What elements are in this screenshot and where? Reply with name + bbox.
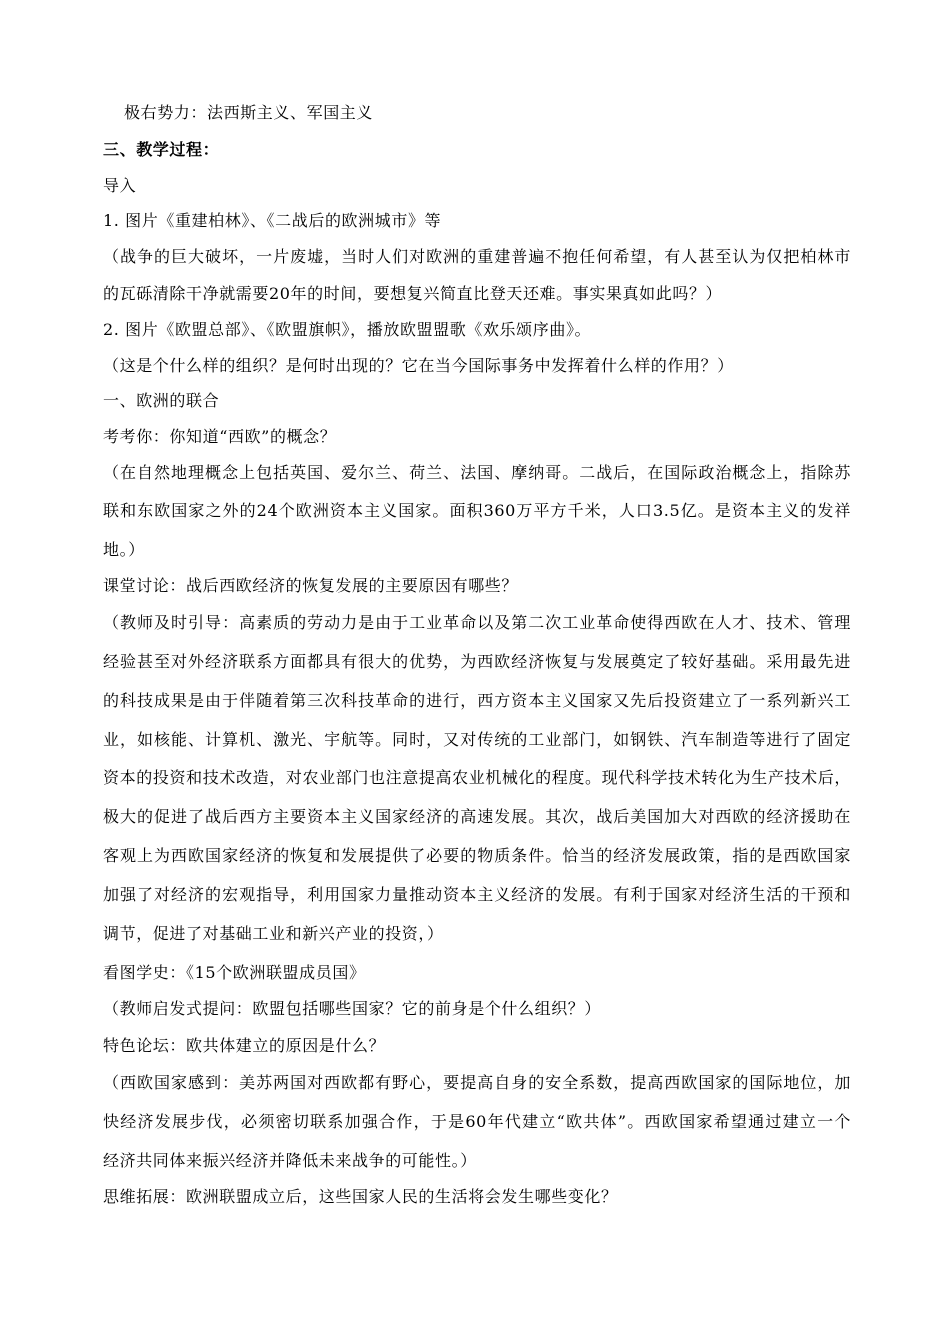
paragraph-line: 快经济发展步伐，必须密切联系加强合作，于是60年代建立“欧共体”。西欧国家希望通过建立一个 — [103, 1112, 851, 1131]
quiz-question: 考考你：你知道“西欧”的概念？ — [103, 427, 337, 446]
paragraph-line: 客观上为西欧国家经济的恢复和发展提供了必要的物质条件。恰当的经济发展政策，指的是西欧国家 — [103, 846, 851, 865]
subsection-heading-european-union: 一、欧洲的联合 — [103, 391, 220, 410]
paragraph-line: （西欧国家感到：美苏两国对西欧都有野心，要提高自身的安全系数，提高西欧国家的国际地位，加 — [103, 1073, 851, 1092]
section-heading-teaching-process: 三、教学过程： — [103, 140, 220, 159]
intro-item-2: 2. 图片《欧盟总部》、《欧盟旗帜》，播放欧盟盟歌《欢乐颂序曲》。 — [103, 320, 592, 339]
paragraph-line: （在自然地理概念上包括英国、爱尔兰、荷兰、法国、摩纳哥。二战后，在国际政治概念上，指除苏 — [103, 463, 851, 482]
forum-question: 特色论坛：欧共体建立的原因是什么？ — [103, 1036, 386, 1055]
paragraph-line: （教师及时引导：高素质的劳动力是由于工业革命以及第二次工业革命使得西欧在人才、技术、管理 — [103, 613, 851, 632]
paragraph-line: 资本的投资和技术改造，对农业部门也注意提高农业机械化的程度。现代科学技术转化为生产技术后， — [103, 768, 851, 787]
thinking-extension-question: 思维拓展：欧洲联盟成立后，这些国家人民的生活将会发生哪些变化？ — [103, 1187, 618, 1206]
paragraph-line: 的瓦砾清除干净就需要20年的时间，要想复兴简直比登天还难。事实果真如此吗？） — [103, 284, 723, 303]
picture-study-heading: 看图学史：《15个欧洲联盟成员国》 — [103, 963, 366, 982]
paragraph-line: （这是个什么样的组织？是何时出现的？它在当今国际事务中发挥着什么样的作用？） — [103, 356, 734, 375]
paragraph-line: 经验甚至对外经济联系方面都具有很大的优势，为西欧经济恢复与发展奠定了较好基础。采用最先进 — [103, 652, 851, 671]
paragraph-line: 的科技成果是由于伴随着第三次科技革命的进行，西方资本主义国家又先后投资建立了一系列新兴工 — [103, 691, 851, 710]
paragraph-line: 业，如核能、计算机、激光、宇航等。同时，又对传统的工业部门，如钢铁、汽车制造等进行了固定 — [103, 730, 851, 749]
paragraph-line: （教师启发式提问：欧盟包括哪些国家？它的前身是个什么组织？） — [103, 999, 602, 1018]
paragraph-line: （战争的巨大破坏，一片废墟，当时人们对欧洲的重建普遍不抱任何希望，有人甚至认为仅把柏林市 — [103, 247, 851, 266]
paragraph-line: 联和东欧国家之外的24个欧洲资本主义国家。面积360万平方千米，人口3.5亿。是资本主义的发祥 — [103, 501, 851, 520]
intro-item-1: 1. 图片《重建柏林》、《二战后的欧洲城市》等 — [103, 211, 442, 230]
paragraph-line: 极大的促进了战后西方主要资本主义国家经济的高速发展。其次，战后美国加大对西欧的经济援助在 — [103, 807, 851, 826]
paragraph-line: 调节，促进了对基础工业和新兴产业的投资，） — [103, 924, 444, 943]
class-discussion-question: 课堂讨论：战后西欧经济的恢复发展的主要原因有哪些？ — [103, 576, 519, 595]
far-right-forces-line: 极右势力：法西斯主义、军国主义 — [124, 103, 374, 122]
paragraph-line: 地。） — [103, 540, 145, 559]
intro-heading: 导入 — [103, 176, 137, 195]
paragraph-line: 经济共同体来振兴经济并降低未来战争的可能性。） — [103, 1151, 477, 1170]
paragraph-line: 加强了对经济的宏观指导，利用国家力量推动资本主义经济的发展。有利于国家对经济生活的干预和 — [103, 885, 851, 904]
